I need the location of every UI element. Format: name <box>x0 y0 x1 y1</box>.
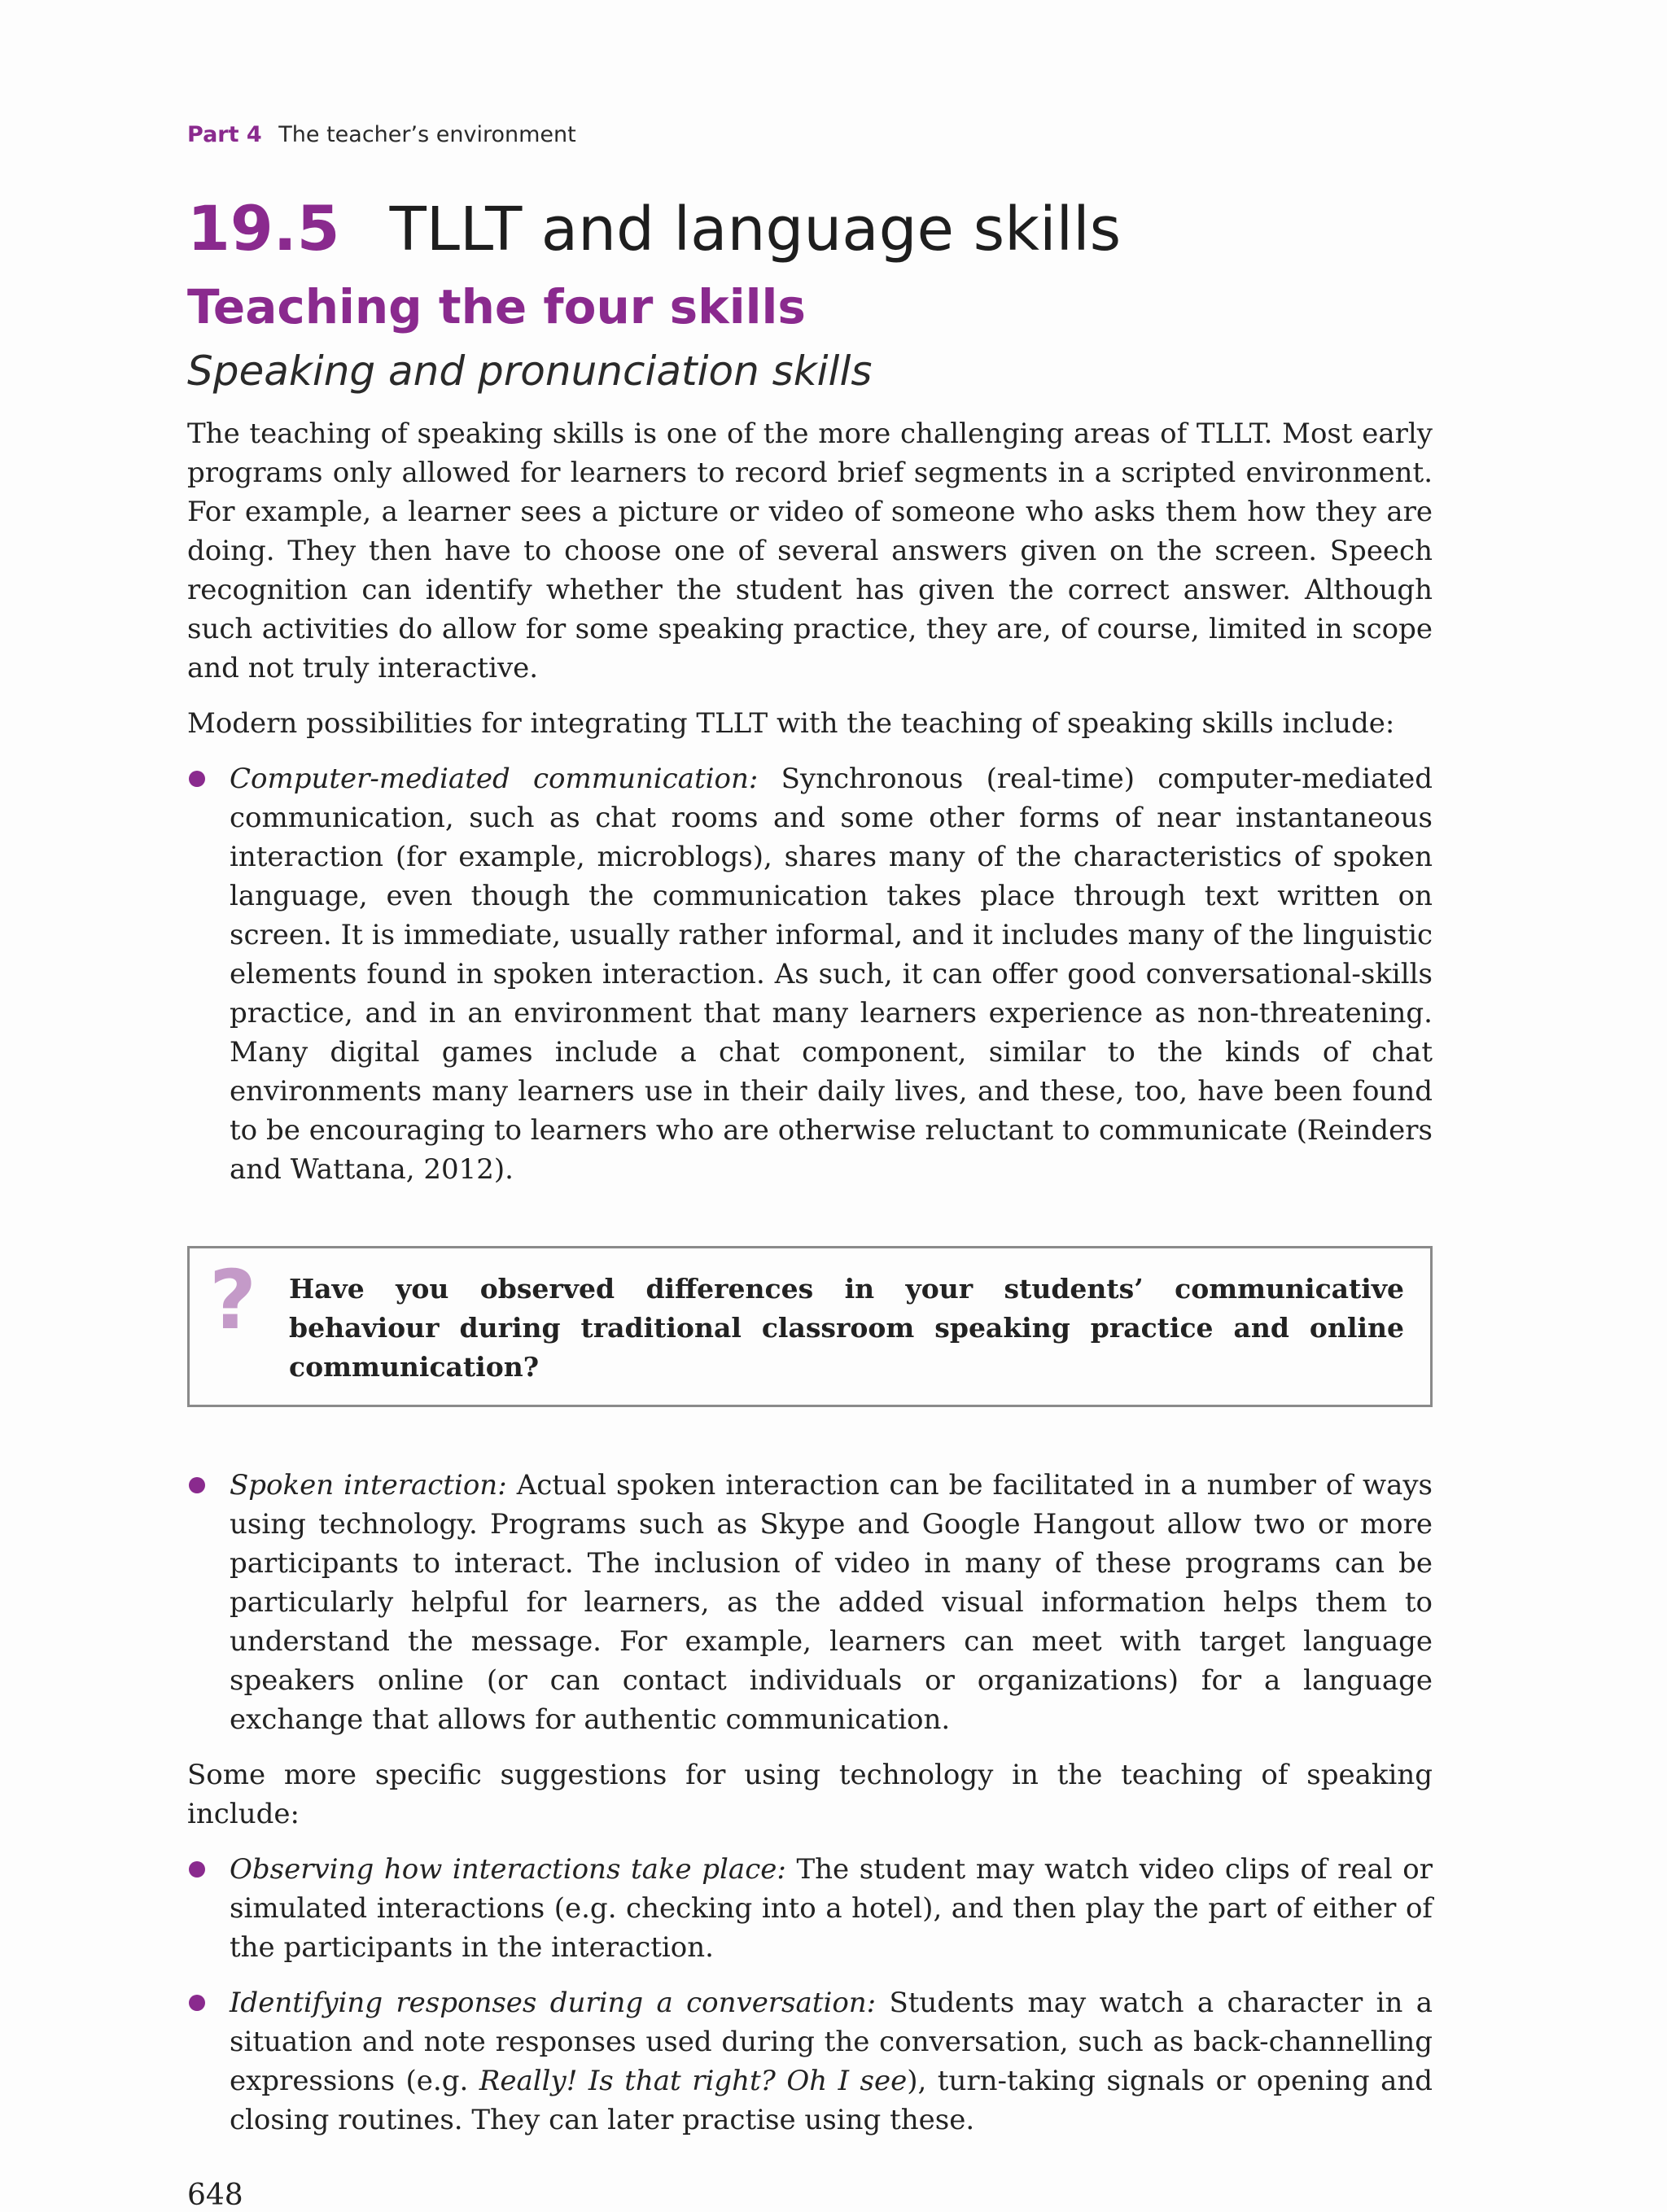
running-head-part: Part 4 <box>187 122 262 147</box>
question-mark-icon: ? <box>209 1252 257 1348</box>
bullet-text <box>230 1466 1433 1739</box>
page-number: 648 <box>187 2179 243 2212</box>
bullet-body: Actual spoken interaction can be facilitated in a number of ways using technology. Programs such as Skype and Google Hangout allow two or more participants to interact. The inclusion of video in many of these programs can be particularly helpful for learners, as the added visual information helps them to understand the message. For example, learners can meet with target language speakers online (or can contact individuals or organizations) for a language exchange that allows for authentic communication. <box>230 1469 1433 1736</box>
page <box>187 122 1433 2212</box>
bullet-body: Synchronous (real-time) computer-mediated communication, such as chat rooms and some other forms of near instantaneous interaction (for example, microblogs), shares many of the characteristics of spoken language, even though the communication takes place through text written on screen. It is immediate, usually rather informal, and it includes many of the linguistic elements found in spoken interaction. As such, it can offer good conversational-skills practice, and in an environment that many learners experience as non-threatening. Many digital games include a chat component, similar to the kinds of chat environments many learners use in their daily lives, and these, too, have been found to be encouraging to learners who are otherwise reluctant to communicate (Reinders and Wattana, 2012). <box>230 763 1433 1186</box>
paragraph-possibilities: Modern possibilities for integrating TLLT with the teaching of speaking skills include: <box>187 707 1395 740</box>
paragraph-intro: The teaching of speaking skills is one of the more challenging areas of TLLT. Most early programs only allowed for learners to record brief segments in a scripted environment. For example, a learner sees a picture or video of someone who asks them how they are doing. They then have to choose one of several answers given on the screen. Speech recognition can identify whether the student has given the correct answer. Although such activities do allow for some speaking practice, they are, of course, limited in scope and not truly interactive. <box>187 417 1433 684</box>
bullet-item <box>187 759 1433 1189</box>
bullet-body: The student may watch video clips of real or simulated interactions (e.g. checking into a hotel), and then play the part of either of the participants in the interaction. <box>230 1853 1433 1964</box>
bullet-dot-icon <box>189 1477 205 1493</box>
bullet-item <box>187 1466 1433 1739</box>
bullet-body: Students may watch a character in a situation and note responses used during the conversation, such as back-channelling expressions (e.g. <box>230 1987 1433 2097</box>
subheading: Teaching the four skills <box>187 279 806 334</box>
bullet-dot-icon <box>189 1995 205 2011</box>
bullet-lead: Identifying responses during a conversation: <box>230 1987 877 2019</box>
paragraph-suggestions: Some more specific suggestions for using technology in the teaching of speaking include: <box>187 1759 1433 1830</box>
bullet-text <box>230 1850 1433 1967</box>
subsubheading: Speaking and pronunciation skills <box>187 348 873 395</box>
question-text: Have you observed differences in your students’ communicative behaviour during traditional classroom speaking practice and online communication? <box>289 1273 1404 1383</box>
section-title: TLLT and language skills <box>389 195 1122 264</box>
question-box <box>187 1246 1433 1407</box>
bullet-lead: Computer-mediated communication: <box>230 763 759 795</box>
bullet-body-end: ), turn-taking signals or opening and closing routines. They can later practise using these. <box>230 2065 1433 2136</box>
bullet-dot-icon <box>189 1861 205 1878</box>
bullet-lead: Observing how interactions take place: <box>230 1853 786 1886</box>
bullet-item <box>187 1850 1433 1967</box>
bullet-item <box>187 1983 1433 2140</box>
bullet-dot-icon <box>189 771 205 787</box>
section-heading <box>187 192 1433 264</box>
bullet-text <box>230 1983 1433 2140</box>
running-head <box>187 122 1433 147</box>
bullet-lead: Spoken interaction: <box>230 1469 507 1502</box>
bullet-text <box>230 759 1433 1189</box>
bullet-example-italic: Really! Is that right? Oh I see <box>479 2065 908 2097</box>
running-head-title: The teacher’s environment <box>278 122 576 147</box>
section-number: 19.5 <box>187 192 340 264</box>
